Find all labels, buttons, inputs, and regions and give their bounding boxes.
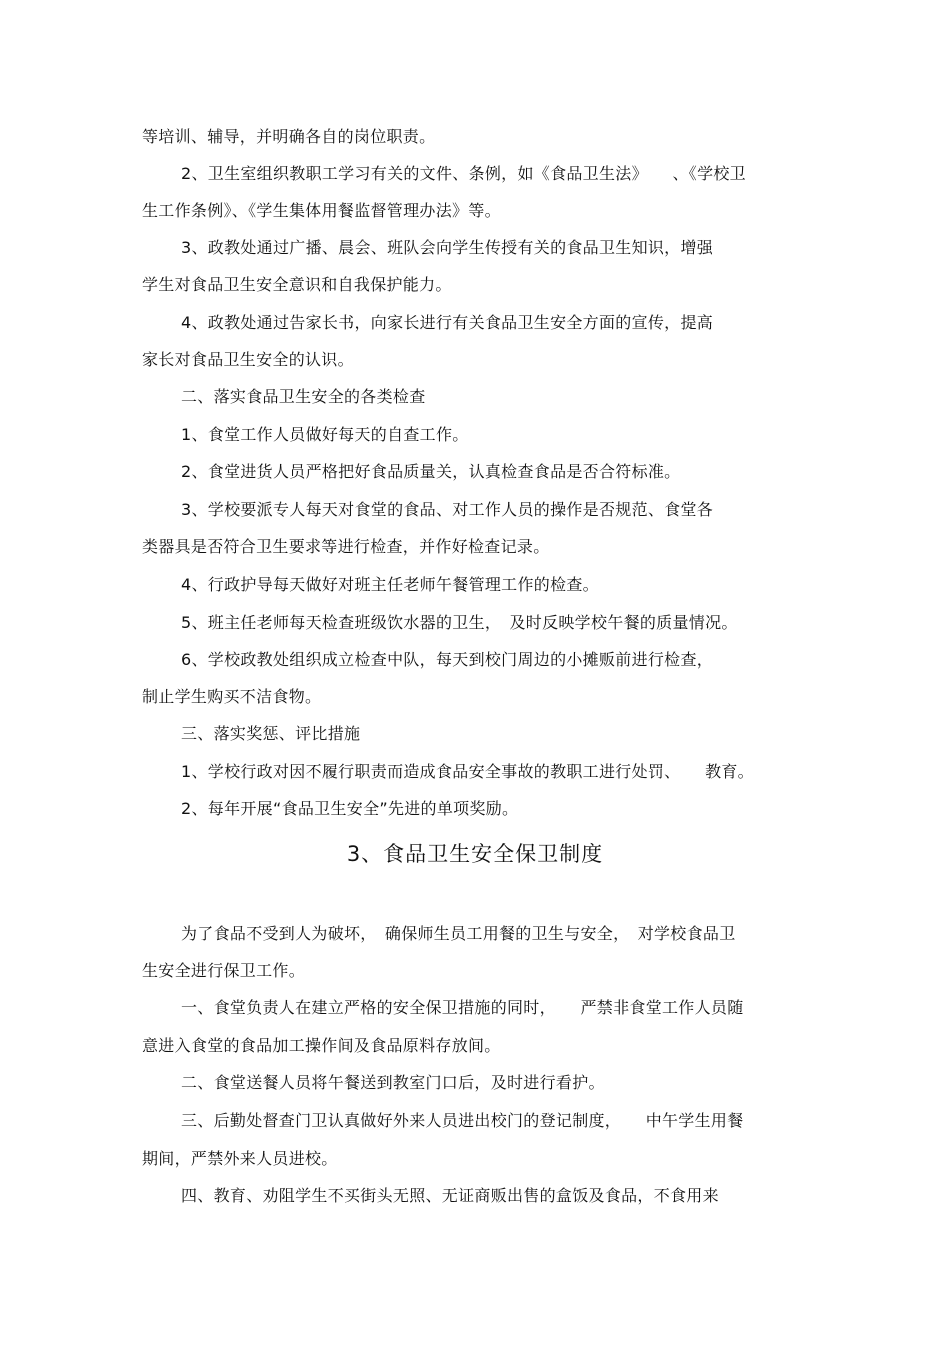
text-line: 三、后勤处督查门卫认真做好外来人员进出校门的登记制度， 中午学生用餐 (181, 1111, 744, 1130)
text-line: 3、学校要派专人每天对食堂的食品、对工作人员的操作是否规范、食堂各 (181, 500, 714, 519)
text-line: 制止学生购买不洁食物。 (142, 687, 322, 706)
section-title: 3、食品卫生安全保卫制度 (346, 842, 604, 866)
text-line: 3、政教处通过广播、晨会、班队会向学生传授有关的食品卫生知识，增强 (181, 238, 714, 257)
section-heading: 三、落实奖惩、评比措施 (181, 724, 361, 743)
text-line: 1、学校行政对因不履行职责而造成食品安全事故的教职工进行处罚、 教育。 (181, 762, 754, 781)
text-line: 1、食堂工作人员做好每天的自查工作。 (181, 425, 469, 444)
text-line: 意进入食堂的食品加工操作间及食品原料存放间。 (142, 1036, 501, 1055)
text-line: 4、行政护导每天做好对班主任老师午餐管理工作的检查。 (181, 575, 599, 594)
text-line: 2、卫生室组织教职工学习有关的文件、条例，如《食品卫生法》 、《学校卫 (181, 164, 746, 183)
text-line: 期间，严禁外来人员进校。 (142, 1149, 338, 1168)
text-line: 四、教育、劝阻学生不买街头无照、无证商贩出售的盒饭及食品，不食用来 (181, 1186, 719, 1205)
section-heading: 二、落实食品卫生安全的各类检查 (181, 387, 426, 406)
text-line: 家长对食品卫生安全的认识。 (142, 350, 354, 369)
text-line: 6、学校政教处组织成立检查中队，每天到校门周边的小摊贩前进行检查， (181, 650, 714, 669)
text-line: 一、食堂负责人在建立严格的安全保卫措施的同时， 严禁非食堂工作人员随 (181, 998, 744, 1017)
text-line: 二、食堂送餐人员将午餐送到教室门口后，及时进行看护。 (181, 1073, 605, 1092)
text-line: 类器具是否符合卫生要求等进行检查，并作好检查记录。 (142, 537, 550, 556)
text-line: 为了食品不受到人为破坏， 确保师生员工用餐的卫生与安全， 对学校食品卫 (181, 924, 736, 943)
text-line: 生工作条例》、《学生集体用餐监督管理办法》等。 (142, 201, 501, 220)
text-line: 4、政教处通过告家长书，向家长进行有关食品卫生安全方面的宣传，提高 (181, 313, 714, 332)
text-line: 生安全进行保卫工作。 (142, 961, 306, 980)
text-line: 2、食堂进货人员严格把好食品质量关，认真检查食品是否合符标准。 (181, 462, 681, 481)
text-line: 学生对食品卫生安全意识和自我保护能力。 (142, 275, 452, 294)
text-line: 5、班主任老师每天检查班级饮水器的卫生， 及时反映学校午餐的质量情况。 (181, 613, 738, 632)
text-line: 2、每年开展“食品卫生安全”先进的单项奖励。 (181, 799, 519, 818)
text-line: 等培训、辅导，并明确各自的岗位职责。 (142, 127, 436, 146)
